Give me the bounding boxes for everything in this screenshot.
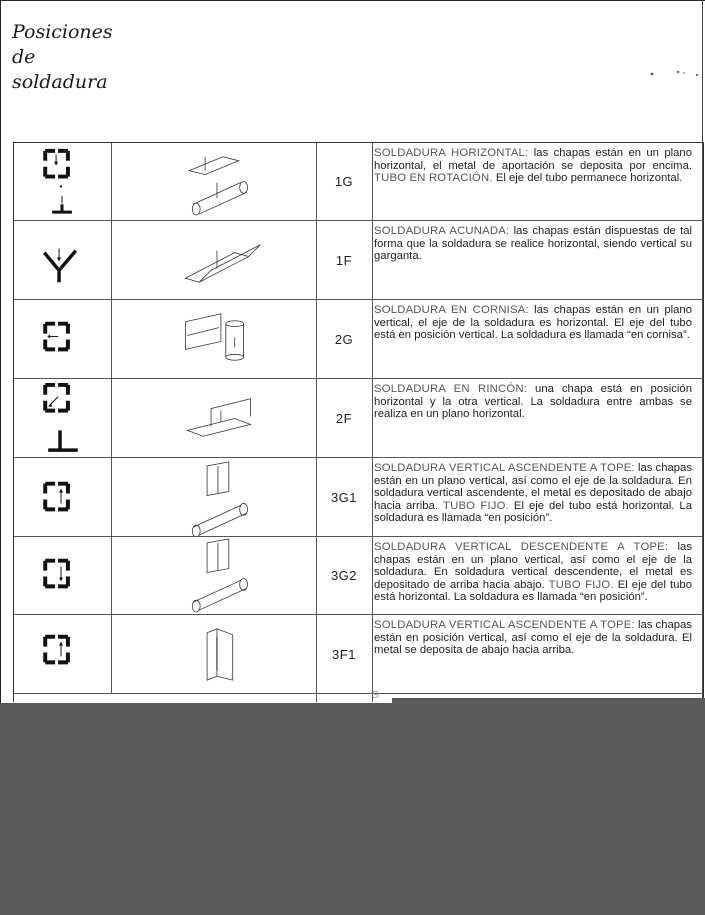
table-row (14, 615, 703, 694)
horizontal-pipe-illustration-icon (111, 143, 316, 220)
position-description (374, 537, 692, 614)
position-description (374, 143, 692, 220)
fillet-vertical-up-symbol-icon (14, 615, 111, 693)
position-symbol (14, 221, 111, 299)
description-text-2: El eje del tubo permanece horizontal. (492, 172, 683, 185)
fillet-flat-symbol-icon (14, 221, 111, 299)
position-illustration (111, 458, 316, 536)
vertical-up-symbol-icon (14, 458, 111, 536)
description-text: las chapas están en un plano vertical, así como el eje de la soldadura. En soldadura vertical descendente, el metal es depositado de arriba hacia abajo. (374, 541, 692, 591)
table-row (14, 537, 703, 615)
description-text: las chapas están en posición vertical, así como el eje de la soldadura. El metal se deposita de abajo hacia arriba. (374, 619, 692, 657)
position-code: 1G (334, 174, 354, 189)
position-illustration (111, 143, 316, 220)
position-illustration (111, 537, 316, 614)
position-description (374, 615, 692, 693)
table-row (14, 458, 703, 537)
title-line-1: Posiciones (12, 21, 113, 43)
vertical-down-symbol-icon (14, 537, 111, 614)
title-line-3: soldadura (12, 71, 108, 93)
description-text: una chapa está en posición horizontal y la otra vertical. La soldadura entre ambas se realiza en un plano horizontal. (374, 383, 693, 421)
table-row (14, 143, 703, 221)
description-heading-2: TUBO FIJO. (442, 499, 509, 512)
position-description (374, 379, 692, 457)
table-row (14, 221, 703, 300)
partial-row-text: S (372, 690, 379, 700)
description-text-2: El eje del tubo está horizontal. La soldadura es llamada “en posición”. (374, 499, 692, 525)
welding-positions-table (13, 142, 704, 702)
position-description (374, 458, 692, 536)
page-title (12, 20, 212, 95)
page-border-top (0, 0, 705, 1)
position-symbol (14, 143, 111, 220)
fillet-horizontal-illustration-icon (111, 379, 316, 457)
description-heading: SOLDADURA VERTICAL ASCENDENTE A TOPE: (374, 462, 635, 474)
description-text: las chapas están en un plano vertical, así como el eje de la soldadura. En soldadura vertical ascendente, el metal es depositado de abajo hacia arriba. (374, 462, 692, 512)
position-symbol (14, 615, 111, 693)
description-heading: SOLDADURA VERTICAL ASCENDENTE A TOPE: (374, 619, 635, 631)
scan-occlusion (0, 703, 705, 915)
description-heading: SOLDADURA VERTICAL DESCENDENTE A TOPE: (374, 541, 669, 553)
description-heading: SOLDADURA HORIZONTAL: (374, 147, 529, 159)
description-heading: SOLDADURA EN CORNISA: (374, 304, 529, 316)
position-code: 3G2 (330, 568, 358, 583)
position-illustration (111, 379, 316, 457)
position-illustration (111, 300, 316, 378)
scan-specks (645, 66, 705, 80)
position-illustration (111, 221, 316, 299)
description-text: las chapas están en un plano horizontal, el metal de aportación se deposita por encima. (374, 147, 692, 172)
page-border-left (0, 0, 1, 705)
horizontal-vertical-plate-symbol-icon (14, 300, 111, 378)
vertical-down-illustration-icon (111, 537, 316, 614)
description-text: las chapas están en un plano vertical, el eje de la soldadura es horizontal. El eje del tubo está en posición vertical. La soldadura es llamada “en cornisa”. (374, 304, 693, 342)
position-code: 3F1 (332, 646, 356, 662)
position-code: 1F (335, 252, 353, 268)
position-code: 2F (335, 410, 353, 426)
description-heading-2: TUBO EN ROTACIÓN. (374, 172, 493, 185)
description-text: las chapas están dispuestas de tal forma que la soldadura se realice horizontal, siendo vertical su garganta. (374, 225, 692, 263)
fillet-flat-illustration-icon (111, 221, 316, 299)
description-heading: SOLDADURA EN RINCÓN: (374, 383, 528, 395)
fillet-horizontal-symbol-icon (14, 379, 111, 457)
description-heading-2: TUBO FIJO. (548, 578, 614, 591)
title-line-2: de (12, 46, 36, 68)
description-text-2: El eje del tubo está horizontal. La soldadura es llamada “en posición”. (374, 578, 692, 604)
position-symbol (14, 537, 111, 614)
table-row (14, 300, 703, 379)
position-description (374, 300, 692, 378)
position-description (374, 221, 692, 299)
position-symbol (14, 300, 111, 378)
position-symbol (14, 379, 111, 457)
vertical-up-illustration-icon (111, 458, 316, 536)
fillet-vertical-illustration-icon (111, 615, 316, 693)
description-heading: SOLDADURA ACUNADA: (374, 225, 510, 237)
table-row (14, 379, 703, 458)
position-code: 3G1 (330, 489, 358, 505)
plate-butt-symbol-icon (14, 143, 111, 220)
cornice-weld-illustration-icon (111, 300, 316, 378)
position-symbol (14, 458, 111, 536)
position-code: 2G (334, 331, 354, 347)
position-illustration (111, 615, 316, 693)
